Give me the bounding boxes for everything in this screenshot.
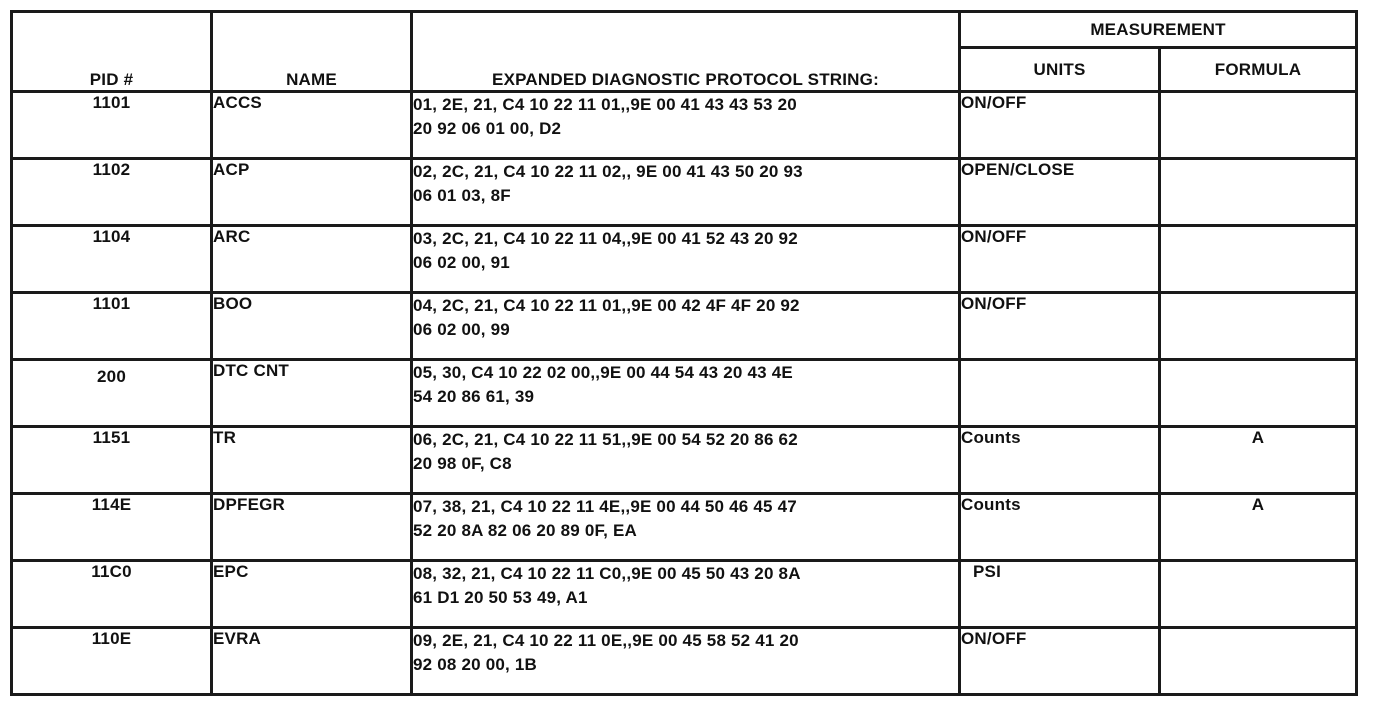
table-row xyxy=(12,92,1357,159)
header-measurement: MEASUREMENT xyxy=(960,12,1357,48)
cell-formula xyxy=(1160,159,1357,226)
cell-protocol xyxy=(412,226,960,293)
cell-pid: 1101 xyxy=(12,92,212,159)
cell-pid: 200 xyxy=(12,360,212,427)
protocol-text: 03, 2C, 21, C4 10 22 11 04,,9E 00 41 52 43 20 92 06 02 00, 91 xyxy=(413,229,798,272)
cell-name: BOO xyxy=(212,293,412,360)
protocol-text: 07, 38, 21, C4 10 22 11 4E,,9E 00 44 50 46 45 47 52 20 8A 82 06 20 89 0F, EA xyxy=(413,497,797,540)
table-row xyxy=(12,494,1357,561)
header-name: NAME xyxy=(212,12,412,92)
cell-protocol xyxy=(412,628,960,695)
cell-pid: 1102 xyxy=(12,159,212,226)
cell-protocol xyxy=(412,561,960,628)
cell-protocol xyxy=(412,360,960,427)
protocol-text: 02, 2C, 21, C4 10 22 11 02,, 9E 00 41 43 50 20 93 06 01 03, 8F xyxy=(413,162,803,205)
cell-formula xyxy=(1160,628,1357,695)
cell-formula xyxy=(1160,92,1357,159)
table-row xyxy=(12,360,1357,427)
cell-name: DPFEGR xyxy=(212,494,412,561)
header-formula: FORMULA xyxy=(1160,48,1357,92)
table-row xyxy=(12,226,1357,293)
cell-units: ON/OFF xyxy=(960,226,1160,293)
cell-protocol xyxy=(412,427,960,494)
cell-units: Counts xyxy=(960,494,1160,561)
cell-name: ARC xyxy=(212,226,412,293)
cell-protocol xyxy=(412,159,960,226)
cell-name: EVRA xyxy=(212,628,412,695)
protocol-text: 04, 2C, 21, C4 10 22 11 01,,9E 00 42 4F 4F 20 92 06 02 00, 99 xyxy=(413,296,800,339)
cell-protocol xyxy=(412,293,960,360)
cell-protocol xyxy=(412,494,960,561)
cell-formula xyxy=(1160,226,1357,293)
header-pid: PID # xyxy=(12,12,212,92)
cell-name: DTC CNT xyxy=(212,360,412,427)
protocol-text: 08, 32, 21, C4 10 22 11 C0,,9E 00 45 50 43 20 8A 61 D1 20 50 53 49, A1 xyxy=(413,564,801,607)
table-row xyxy=(12,159,1357,226)
cell-units xyxy=(960,360,1160,427)
header-protocol: EXPANDED DIAGNOSTIC PROTOCOL STRING: xyxy=(412,12,960,92)
protocol-text: 06, 2C, 21, C4 10 22 11 51,,9E 00 54 52 20 86 62 20 98 0F, C8 xyxy=(413,430,798,473)
cell-name: EPC xyxy=(212,561,412,628)
table-row xyxy=(12,561,1357,628)
cell-formula xyxy=(1160,360,1357,427)
cell-units: ON/OFF xyxy=(960,92,1160,159)
cell-formula: A xyxy=(1160,427,1357,494)
cell-units: Counts xyxy=(960,427,1160,494)
table-row xyxy=(12,293,1357,360)
protocol-text: 09, 2E, 21, C4 10 22 11 0E,,9E 00 45 58 52 41 20 92 08 20 00, 1B xyxy=(413,631,799,674)
cell-units: ON/OFF xyxy=(960,628,1160,695)
table-row xyxy=(12,427,1357,494)
cell-units: OPEN/CLOSE xyxy=(960,159,1160,226)
pid-table xyxy=(10,10,1358,696)
cell-pid: 1104 xyxy=(12,226,212,293)
cell-units: PSI xyxy=(960,561,1160,628)
cell-name: ACCS xyxy=(212,92,412,159)
cell-protocol xyxy=(412,92,960,159)
cell-name: ACP xyxy=(212,159,412,226)
cell-formula: A xyxy=(1160,494,1357,561)
cell-pid: 1101 xyxy=(12,293,212,360)
table-row xyxy=(12,628,1357,695)
cell-units: ON/OFF xyxy=(960,293,1160,360)
cell-pid: 114E xyxy=(12,494,212,561)
protocol-text: 05, 30, C4 10 22 02 00,,9E 00 44 54 43 20 43 4E 54 20 86 61, 39 xyxy=(413,363,793,406)
cell-formula xyxy=(1160,561,1357,628)
cell-name: TR xyxy=(212,427,412,494)
pid-table-sheet xyxy=(10,10,1355,694)
cell-pid: 11C0 xyxy=(12,561,212,628)
header-units: UNITS xyxy=(960,48,1160,92)
cell-formula xyxy=(1160,293,1357,360)
cell-pid: 1151 xyxy=(12,427,212,494)
protocol-text: 01, 2E, 21, C4 10 22 11 01,,9E 00 41 43 43 53 20 20 92 06 01 00, D2 xyxy=(413,95,797,138)
cell-pid: 110E xyxy=(12,628,212,695)
